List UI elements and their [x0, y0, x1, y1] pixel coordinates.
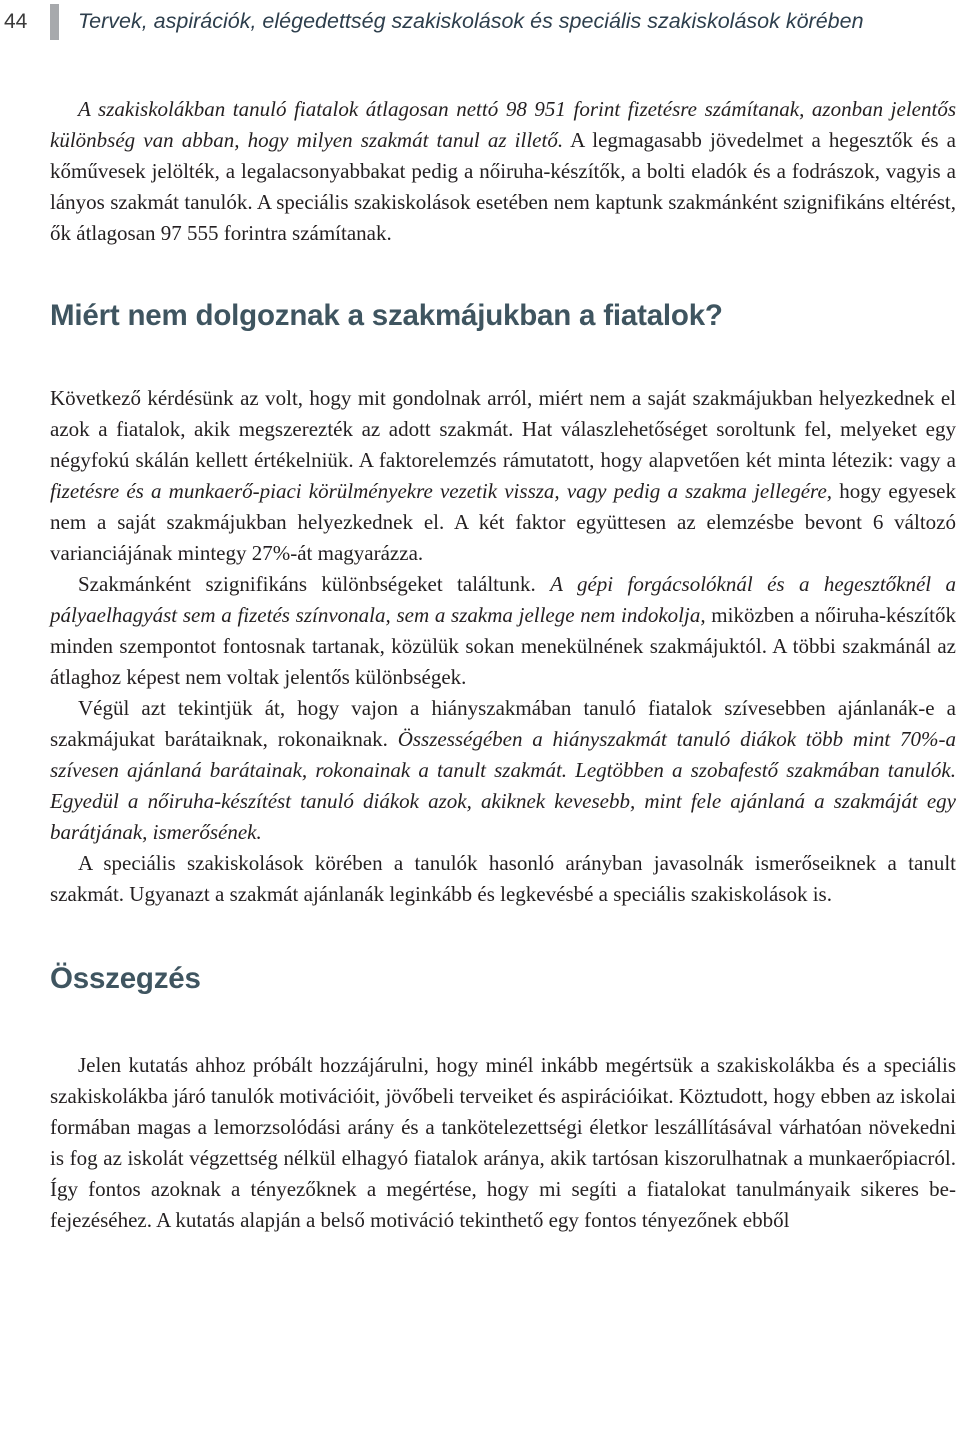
header-divider-bar [50, 4, 59, 40]
text-span: miközben a nőiruha-készítők minden szempontot fontosnak tartanak, közülük sokan menekülnének szakmájuktól. A többi szakmánál az átlaghoz képest nem voltak jelentős különbségek. [50, 603, 956, 689]
italic-span: fizetésre és a munkaerő-piaci körülményekre vezetik vissza, vagy pedig a szakma jellegére, [50, 479, 833, 503]
text-span: Jelen kutatás ahhoz próbált hozzájárulni, hogy minél inkább megértsük a szakiskolákba és a speciális szakiskolákba járó tanulók motivációit, jövőbeli terveiket és aspirációikat. Köztudott, hogy ebben az iskolai formában magas a lemorzsolódási arány és a tankötelezettségi életkor leszállításával várhatóan növekedni is fog az iskolát végzettség nélkül elhagyó fiatalok aránya, akik tartósan kiszorulhatnak a munkaerőpiacról. Így fontos azoknak a tényezőknek a megértése, hogy mi segíti a fiatalokat tanulmányaik sikeres befejezéséhez. A kutatás alapján a belső motiváció tekinthető egy fontos tényezőnek ebből [50, 1053, 956, 1232]
paragraph-summary [50, 1050, 956, 1236]
paragraph-salary-expectations [50, 94, 956, 249]
text-span: Szakmánként szignifikáns különbségeket találtunk. [78, 572, 551, 596]
page-body [50, 94, 956, 1236]
running-title: Tervek, aspirációk, elégedettség szakiskolások és speciális szakiskolások körében [78, 9, 864, 33]
paragraph-occupation-differences [50, 569, 956, 693]
text-span: hogy egyesek nem a saját szakmájukban helyezkednek el. A két faktor együttesen az elemzésbe bevont 6 változó varianciájának mintegy 27%-át magyarázza. [50, 479, 956, 565]
page-number: 44 [4, 10, 28, 33]
text-span: Végül azt tekintjük át, hogy vajon a hiányszakmában tanuló fiatalok szívesebben ajánlanák-e a szakmájukat barátaiknak, rokonaiknak. [50, 696, 956, 751]
italic-span: Összességében a hiányszakmát tanuló diákok több mint 70%-a szívesen ajánlaná barátainak, rokonainak a tanult szakmát. Legtöbben a szobafestő szakmában tanulók. Egyedül a nőiruha-készítést tanuló diákok azok, akiknek kevesebb, mint fele ajánlaná a szakmáját egy barátjának, ismerősének. [50, 727, 957, 844]
section-heading-summary: Összegzés [50, 962, 201, 995]
text-span: Következő kérdésünk az volt, hogy mit gondolnak arról, miért nem a saját szakmájukban helyezkednek el azok a fiatalok, akik megszerezték az adott szakmát. Hat válaszlehetőséget soroltunk fel, melyeket egy négyfokú skálán kellett értékelniük. A faktorelemzés rámutatott, hogy alapvetően két minta létezik: vagy a [50, 386, 956, 472]
text-span: A legmagasabb jövedelmet a hegesztők és a kőművesek jelölték, a legalacsonyabbakat pedig a nőiruha-készítők, a bolti eladók és a fodrászok, vagyis a lányos szakmát tanulók. A speciális szakiskolások esetében nem kaptunk szakmánként szignifikáns eltérést, ők átlagosan 97 555 forintra számítanak. [50, 128, 956, 245]
paragraph-factor-analysis [50, 383, 956, 569]
text-span: A speciális szakiskolások körében a tanulók hasonló arányban javasolnák ismerőseiknek a tanult szakmát. Ugyanazt a szakmát ajánlanák leginkább és legkevésbé a speciális szakiskolások is. [50, 851, 956, 906]
italic-span: A szakiskolákban tanuló fiatalok átlagosan nettó 98 951 forint fizetésre számítanak, azonban jelentős különbség van abban, hogy milyen szakmát tanul az illető. [50, 97, 956, 152]
italic-span: A gépi forgácsolóknál és a hegesztőknél a pályaelhagyást sem a fizetés színvonala, sem a szakma jellege nem indokolja, [50, 572, 957, 627]
section-heading-why: Miért nem dolgoznak a szakmájukban a fiatalok? [50, 299, 723, 332]
running-header [0, 0, 960, 46]
paragraph-special-schools [50, 848, 956, 910]
paragraph-recommendation [50, 693, 956, 848]
